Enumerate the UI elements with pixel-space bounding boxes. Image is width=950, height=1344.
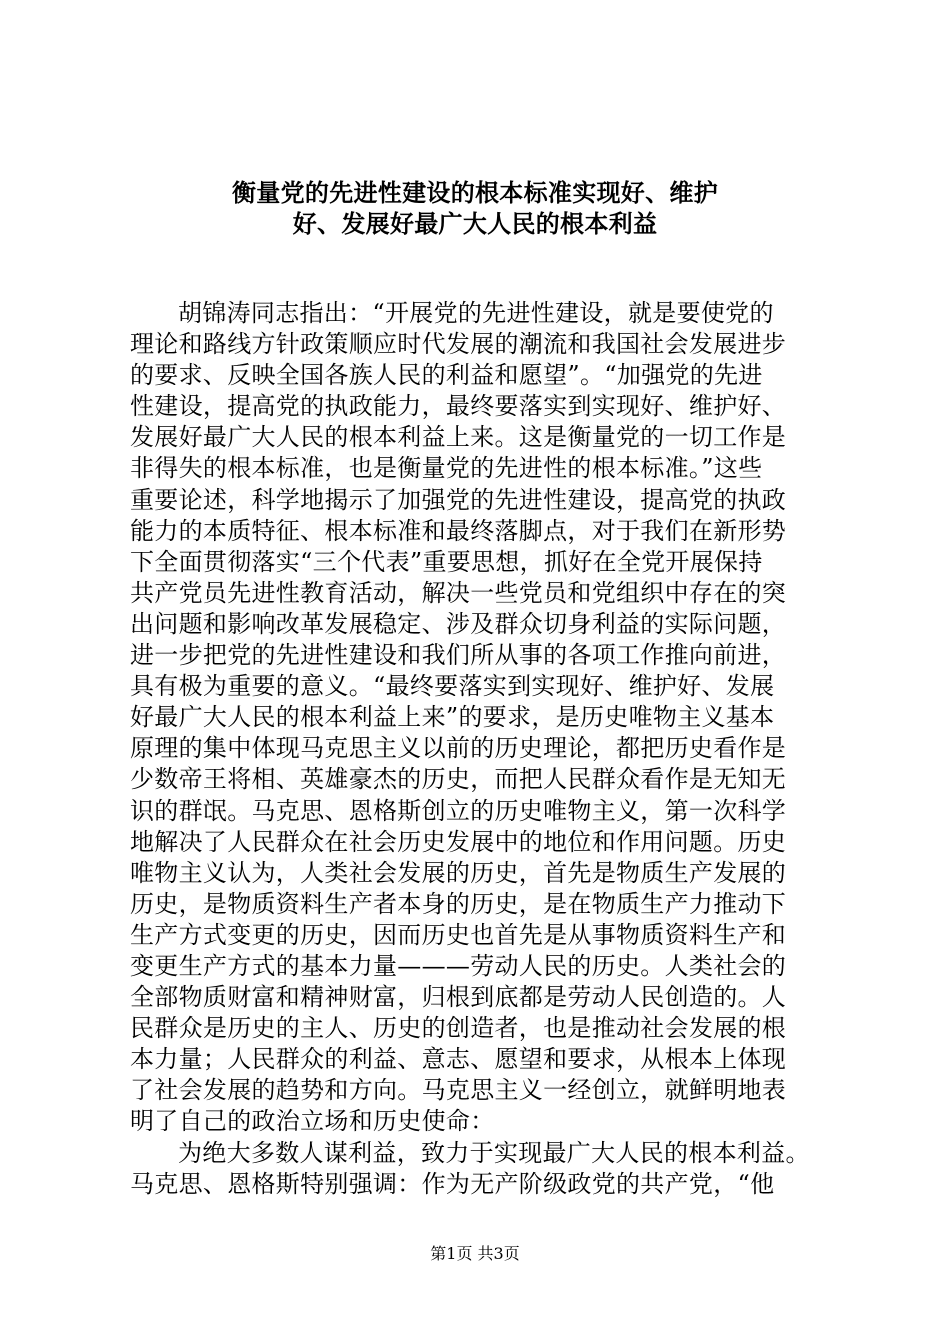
body-line: 地解决了人民群众在社会历史发展中的地位和作用问题。历史: [130, 827, 787, 856]
body-line: 民群众是历史的主人、历史的创造者，也是推动社会发展的根: [130, 1014, 787, 1043]
body-line: 发展好最广大人民的根本利益上来。这是衡量党的一切工作是: [130, 423, 787, 452]
body-line: 全部物质财富和精神财富，归根到底都是劳动人民创造的。人: [130, 983, 787, 1012]
body-line: 为绝大多数人谋利益，致力于实现最广大人民的根本利益。: [178, 1138, 810, 1167]
body-line: 少数帝王将相、英雄豪杰的历史，而把人民群众看作是无知无: [130, 765, 787, 794]
body-line: 能力的本质特征、根本标准和最终落脚点，对于我们在新形势: [130, 516, 787, 545]
body-line: 性建设，提高党的执政能力，最终要落实到实现好、维护好、: [130, 392, 787, 421]
body-line: 唯物主义认为，人类社会发展的历史，首先是物质生产发展的: [130, 858, 787, 887]
body-line: 历史，是物质资料生产者本身的历史，是在物质生产力推动下: [130, 889, 787, 918]
body-line: 胡锦涛同志指出：“开展党的先进性建设，就是要使党的: [178, 299, 774, 327]
document-body: [130, 298, 850, 1200]
body-line: 好最广大人民的根本利益上来”的要求，是历史唯物主义基本: [130, 703, 775, 732]
body-line: 重要论述，科学地揭示了加强党的先进性建设，提高党的执政: [130, 485, 787, 514]
body-line: 理论和路线方针政策顺应时代发展的潮流和我国社会发展进步: [130, 330, 787, 359]
body-line: 出问题和影响改革发展稳定、涉及群众切身利益的实际问题，: [130, 609, 787, 638]
body-line: 马克思、恩格斯特别强调：作为无产阶级政党的共产党，“他: [130, 1169, 775, 1198]
body-line: 的要求、反映全国各族人民的利益和愿望”。“加强党的先进: [130, 361, 763, 390]
title-line: 好、发展好最广大人民的根本利益: [292, 210, 658, 239]
page-footer: 第1页 共3页: [430, 1244, 520, 1263]
body-line: 原理的集中体现马克思主义以前的历史理论，都把历史看作是: [130, 734, 787, 763]
body-line: 下全面贯彻落实“三个代表”重要思想，抓好在全党开展保持: [130, 547, 763, 576]
body-line: 明了自己的政治立场和历史使命：: [130, 1107, 495, 1136]
title-line: 衡量党的先进性建设的根本标准实现好、维护: [232, 179, 718, 207]
body-line: 非得失的根本标准，也是衡量党的先进性的根本标准。”这些: [130, 454, 763, 483]
document-title: [100, 178, 850, 240]
body-line: 了社会发展的趋势和方向。马克思主义一经创立，就鲜明地表: [130, 1076, 787, 1105]
body-line: 识的群氓。马克思、恩格斯创立的历史唯物主义，第一次科学: [130, 796, 787, 825]
body-line: 共产党员先进性教育活动，解决一些党员和党组织中存在的突: [130, 578, 787, 607]
body-line: 本力量；人民群众的利益、意志、愿望和要求，从根本上体现: [130, 1045, 787, 1074]
body-line: 生产方式变更的历史，因而历史也首先是从事物质资料生产和: [130, 920, 787, 949]
body-line: 具有极为重要的意义。“最终要落实到实现好、维护好、发展: [130, 672, 775, 701]
body-line: 进一步把党的先进性建设和我们所从事的各项工作推向前进，: [130, 641, 787, 670]
body-line: 变更生产方式的基本力量———劳动人民的历史。人类社会的: [130, 951, 787, 980]
